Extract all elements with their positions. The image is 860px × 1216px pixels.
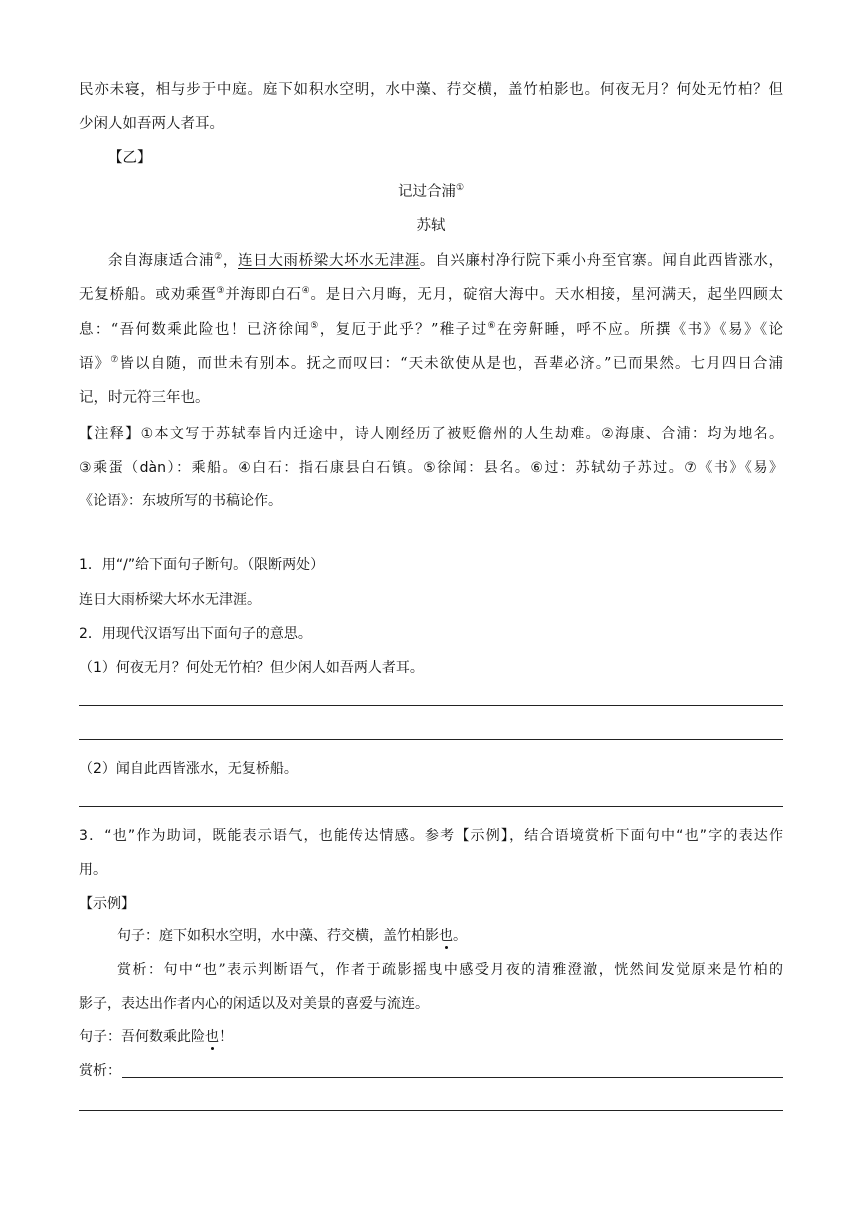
note-marker-4: ④ bbox=[301, 286, 311, 297]
yi-passage-line-5: 记，时元符三年也。 bbox=[79, 390, 210, 406]
note-marker-5: ⑤ bbox=[310, 321, 320, 332]
yi-passage-line-1: 余自海康适合浦②，连日大雨桥梁大坏水无津涯。自兴廉村净行院下乘小舟至官寨。闻自此西皆涨水， bbox=[108, 252, 784, 269]
example-analysis-line-1: 赏析：句中“也”表示判断语气，作者于疏影摇曳中感受月夜的清雅澄澈，恍然间发觉原来是竹柏的 bbox=[117, 962, 783, 978]
analysis-label: 赏析： bbox=[79, 1063, 121, 1079]
example-label: 【示例】 bbox=[79, 896, 135, 912]
yi-passage-line-4: 语》⑦皆以自随，而世未有别本。抚之而叹曰：“天未欲使从是也，吾辈必济。”已而果然。七月四日合浦 bbox=[79, 355, 784, 372]
emphasis-ye-question: 也 bbox=[205, 1029, 219, 1045]
jia-passage-line-1: 民亦未寝，相与步于中庭。庭下如积水空明，水中藻、荇交横，盖竹柏影也。何夜无月？何处无竹柏？但 bbox=[79, 82, 783, 98]
underlined-sentence: 连日大雨桥梁大坏水无津涯 bbox=[238, 253, 420, 269]
note-marker-3: ③ bbox=[216, 286, 226, 297]
answer-line-2-1a[interactable] bbox=[79, 705, 783, 706]
question-2-prompt: 2．用现代汉语写出下面句子的意思。 bbox=[79, 626, 312, 642]
question-3-prompt-line-1: 3．“也”作为助词，既能表示语气，也能传达情感。参考【示例】，结合语境赏析下面句中“也”字的表达作 bbox=[79, 828, 783, 844]
title-text: 记过合浦 bbox=[397, 184, 456, 200]
question-2-sub-1: （1）何夜无月？何处无竹柏？但少闲人如吾两人者耳。 bbox=[79, 660, 424, 676]
notes-line-2: ③乘蛋（dàn）：乘船。④白石：指石康县白石镇。⑤徐闻：县名。⑥过：苏轼幼子苏过。⑦《书》《易》 bbox=[79, 460, 783, 476]
answer-line-3b[interactable] bbox=[79, 1110, 783, 1111]
passage-title bbox=[79, 182, 783, 202]
notes-line-1: 【注释】①本文写于苏轼奉旨内迁途中，诗人刚经历了被贬儋州的人生劫难。②海康、合浦：均为地名。 bbox=[79, 426, 783, 442]
question-3-prompt-line-2: 用。 bbox=[79, 862, 107, 878]
note-marker-7: ⑦ bbox=[110, 355, 120, 366]
yi-passage-line-2: 无复桥船。或劝乘疍③并海即白石④。是日六月晦，无月，碇宿大海中。天水相接，星河满天，起坐四顾太 bbox=[79, 286, 784, 303]
example-sentence: 句子：庭下如积水空明，水中藻、荇交横，盖竹柏影也。 bbox=[117, 928, 467, 944]
question-3-sentence: 句子：吾何数乘此险也！ bbox=[79, 1029, 233, 1045]
jia-passage-line-2: 少闲人如吾两人者耳。 bbox=[79, 116, 224, 132]
question-1-prompt: 1．用“/”给下面句子断句。（限断两处） bbox=[79, 557, 325, 573]
question-1-sentence: 连日大雨桥梁大坏水无津涯。 bbox=[79, 592, 261, 608]
notes-line-3: 《论语》：东坡所写的书稿论作。 bbox=[79, 493, 282, 509]
answer-line-3a[interactable] bbox=[122, 1077, 783, 1078]
yi-passage-line-3: 息：“吾何数乘此险也！已济徐闻⑤，复厄于此乎？”稚子过⑥在旁鼾睡，呼不应。所撰《书》《易》《论 bbox=[79, 321, 783, 338]
yi-section-label: 【乙】 bbox=[108, 150, 152, 166]
answer-line-2-1b[interactable] bbox=[79, 739, 783, 740]
note-marker-6: ⑥ bbox=[487, 321, 497, 332]
question-2-sub-2: （2）闻自此西皆涨水，无复桥船。 bbox=[79, 761, 298, 777]
answer-line-2-2[interactable] bbox=[79, 806, 783, 807]
note-marker-2: ② bbox=[214, 252, 223, 263]
passage-author: 苏轼 bbox=[416, 218, 446, 234]
example-analysis-line-2: 影子，表达出作者内心的闲适以及对美景的喜爱与流连。 bbox=[79, 996, 429, 1012]
emphasis-ye: 也 bbox=[439, 928, 453, 944]
title-note-marker: ① bbox=[455, 183, 465, 194]
